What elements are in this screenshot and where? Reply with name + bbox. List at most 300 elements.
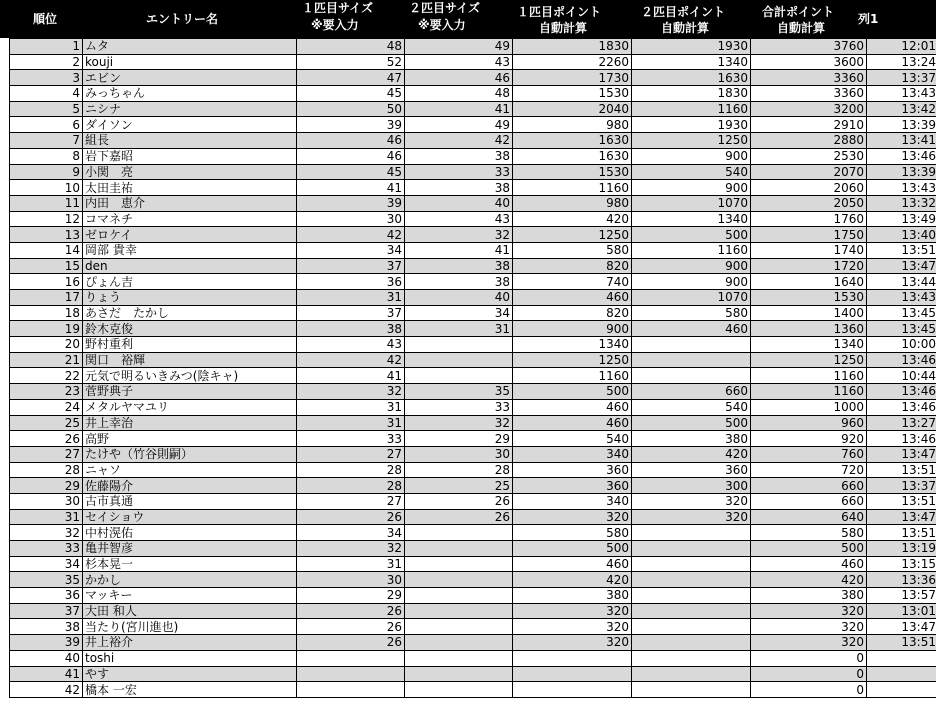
- cell-rank[interactable]: 5: [10, 101, 83, 117]
- cell-total[interactable]: 2530: [751, 148, 867, 164]
- cell-point1[interactable]: 1630: [513, 148, 632, 164]
- cell-total[interactable]: 2070: [751, 164, 867, 180]
- cell-rank[interactable]: 17: [10, 290, 83, 306]
- cell-point2[interactable]: 300: [632, 478, 751, 494]
- cell-point1[interactable]: 900: [513, 321, 632, 337]
- cell-size2[interactable]: [405, 635, 513, 651]
- cell-rank[interactable]: 40: [10, 650, 83, 666]
- cell-size2[interactable]: 25: [405, 478, 513, 494]
- cell-size2[interactable]: [405, 541, 513, 557]
- cell-total[interactable]: 720: [751, 462, 867, 478]
- cell-size1[interactable]: 37: [297, 258, 405, 274]
- cell-entry-name[interactable]: りょう: [83, 290, 297, 306]
- cell-size2[interactable]: 30: [405, 446, 513, 462]
- cell-point1[interactable]: 420: [513, 572, 632, 588]
- cell-point1[interactable]: [513, 666, 632, 682]
- cell-time[interactable]: 13:24: [867, 54, 936, 70]
- cell-size1[interactable]: 41: [297, 180, 405, 196]
- cell-entry-name[interactable]: ダイソン: [83, 117, 297, 133]
- cell-rank[interactable]: 4: [10, 86, 83, 102]
- cell-total[interactable]: 320: [751, 603, 867, 619]
- cell-entry-name[interactable]: 関口 裕輝: [83, 352, 297, 368]
- cell-time[interactable]: 13:51: [867, 525, 936, 541]
- cell-size1[interactable]: 31: [297, 399, 405, 415]
- cell-point2[interactable]: 1340: [632, 54, 751, 70]
- cell-time[interactable]: 13:37: [867, 70, 936, 86]
- cell-point1[interactable]: 1160: [513, 368, 632, 384]
- cell-point1[interactable]: 1160: [513, 180, 632, 196]
- cell-time[interactable]: 13:32: [867, 195, 936, 211]
- cell-point1[interactable]: 360: [513, 478, 632, 494]
- cell-size1[interactable]: 45: [297, 86, 405, 102]
- cell-rank[interactable]: 27: [10, 446, 83, 462]
- cell-size2[interactable]: [405, 556, 513, 572]
- cell-point2[interactable]: 580: [632, 305, 751, 321]
- cell-size1[interactable]: 43: [297, 337, 405, 353]
- cell-rank[interactable]: 23: [10, 384, 83, 400]
- cell-size1[interactable]: [297, 666, 405, 682]
- cell-time[interactable]: 13:41: [867, 133, 936, 149]
- cell-time[interactable]: 13:43: [867, 180, 936, 196]
- cell-entry-name[interactable]: あさだ たかし: [83, 305, 297, 321]
- cell-entry-name[interactable]: toshi: [83, 650, 297, 666]
- cell-entry-name[interactable]: ぴょん吉: [83, 274, 297, 290]
- cell-point1[interactable]: 320: [513, 509, 632, 525]
- cell-size1[interactable]: 27: [297, 446, 405, 462]
- cell-point1[interactable]: 1530: [513, 164, 632, 180]
- cell-point1[interactable]: 460: [513, 399, 632, 415]
- cell-total[interactable]: 1740: [751, 242, 867, 258]
- cell-entry-name[interactable]: エビン: [83, 70, 297, 86]
- cell-time[interactable]: 13:49: [867, 211, 936, 227]
- cell-size2[interactable]: [405, 368, 513, 384]
- cell-point2[interactable]: 360: [632, 462, 751, 478]
- cell-size1[interactable]: 26: [297, 603, 405, 619]
- cell-entry-name[interactable]: やす: [83, 666, 297, 682]
- header-point1[interactable]: １匹目ポイント: [517, 5, 602, 19]
- cell-entry-name[interactable]: 内田 恵介: [83, 195, 297, 211]
- cell-time[interactable]: 13:47: [867, 258, 936, 274]
- cell-size2[interactable]: 49: [405, 39, 513, 55]
- cell-point2[interactable]: 1930: [632, 39, 751, 55]
- cell-time[interactable]: 13:51: [867, 242, 936, 258]
- cell-size1[interactable]: 42: [297, 352, 405, 368]
- cell-time[interactable]: 13:27: [867, 415, 936, 431]
- cell-total[interactable]: 0: [751, 682, 867, 698]
- cell-total[interactable]: 1160: [751, 368, 867, 384]
- cell-entry-name[interactable]: 亀井智彦: [83, 541, 297, 557]
- cell-time[interactable]: 12:01: [867, 39, 936, 55]
- cell-size2[interactable]: 32: [405, 227, 513, 243]
- cell-point2[interactable]: 660: [632, 384, 751, 400]
- cell-point2[interactable]: 1630: [632, 70, 751, 86]
- cell-entry-name[interactable]: 杉本晃一: [83, 556, 297, 572]
- cell-size1[interactable]: 52: [297, 54, 405, 70]
- cell-time[interactable]: 13:46: [867, 384, 936, 400]
- cell-size2[interactable]: [405, 619, 513, 635]
- cell-total[interactable]: 640: [751, 509, 867, 525]
- cell-size1[interactable]: 46: [297, 148, 405, 164]
- cell-point1[interactable]: 1830: [513, 39, 632, 55]
- cell-time[interactable]: 13:47: [867, 619, 936, 635]
- cell-point2[interactable]: 500: [632, 227, 751, 243]
- cell-entry-name[interactable]: ムタ: [83, 39, 297, 55]
- cell-point1[interactable]: 360: [513, 462, 632, 478]
- cell-point2[interactable]: 1070: [632, 290, 751, 306]
- header-total[interactable]: 合計ポイント: [762, 5, 835, 19]
- cell-size2[interactable]: 33: [405, 164, 513, 180]
- cell-size2[interactable]: [405, 525, 513, 541]
- cell-point2[interactable]: 460: [632, 321, 751, 337]
- cell-point2[interactable]: 900: [632, 180, 751, 196]
- cell-entry-name[interactable]: 菅野典子: [83, 384, 297, 400]
- cell-point1[interactable]: 340: [513, 493, 632, 509]
- cell-time[interactable]: 13:46: [867, 431, 936, 447]
- header-point2[interactable]: ２匹目ポイント: [641, 5, 726, 19]
- cell-rank[interactable]: 22: [10, 368, 83, 384]
- cell-time[interactable]: 13:39: [867, 164, 936, 180]
- cell-point1[interactable]: 460: [513, 290, 632, 306]
- cell-point1[interactable]: 1250: [513, 227, 632, 243]
- cell-size2[interactable]: [405, 588, 513, 604]
- cell-total[interactable]: 960: [751, 415, 867, 431]
- cell-entry-name[interactable]: かかし: [83, 572, 297, 588]
- cell-point2[interactable]: [632, 603, 751, 619]
- cell-total[interactable]: 660: [751, 478, 867, 494]
- cell-point2[interactable]: [632, 337, 751, 353]
- cell-entry-name[interactable]: 岩下嘉昭: [83, 148, 297, 164]
- cell-point2[interactable]: [632, 541, 751, 557]
- cell-point2[interactable]: 320: [632, 493, 751, 509]
- cell-total[interactable]: 1760: [751, 211, 867, 227]
- cell-size1[interactable]: 37: [297, 305, 405, 321]
- cell-point2[interactable]: [632, 682, 751, 698]
- header-col1[interactable]: 列1: [858, 12, 879, 26]
- cell-point1[interactable]: 580: [513, 525, 632, 541]
- cell-point1[interactable]: 820: [513, 305, 632, 321]
- cell-total[interactable]: 760: [751, 446, 867, 462]
- cell-point2[interactable]: 420: [632, 446, 751, 462]
- cell-total[interactable]: 3600: [751, 54, 867, 70]
- cell-point2[interactable]: 500: [632, 415, 751, 431]
- cell-point2[interactable]: [632, 588, 751, 604]
- cell-entry-name[interactable]: みっちゃん: [83, 86, 297, 102]
- cell-entry-name[interactable]: kouji: [83, 54, 297, 70]
- cell-point2[interactable]: 1250: [632, 133, 751, 149]
- cell-time[interactable]: 13:44: [867, 274, 936, 290]
- header-size1[interactable]: １匹目サイズ: [302, 1, 374, 15]
- cell-entry-name[interactable]: たけや（竹谷則嗣）: [83, 446, 297, 462]
- cell-total[interactable]: 500: [751, 541, 867, 557]
- cell-rank[interactable]: 11: [10, 195, 83, 211]
- cell-size1[interactable]: 39: [297, 117, 405, 133]
- cell-point2[interactable]: 1930: [632, 117, 751, 133]
- cell-point1[interactable]: 1630: [513, 133, 632, 149]
- cell-time[interactable]: 13:57: [867, 588, 936, 604]
- cell-total[interactable]: 2880: [751, 133, 867, 149]
- cell-point2[interactable]: 1340: [632, 211, 751, 227]
- cell-size2[interactable]: [405, 603, 513, 619]
- cell-time[interactable]: 13:45: [867, 305, 936, 321]
- cell-size2[interactable]: 42: [405, 133, 513, 149]
- cell-total[interactable]: 1000: [751, 399, 867, 415]
- header-rank[interactable]: 順位: [33, 12, 58, 26]
- cell-size2[interactable]: [405, 650, 513, 666]
- cell-point1[interactable]: 1250: [513, 352, 632, 368]
- cell-entry-name[interactable]: マッキー: [83, 588, 297, 604]
- cell-size1[interactable]: 50: [297, 101, 405, 117]
- cell-rank[interactable]: 18: [10, 305, 83, 321]
- cell-rank[interactable]: 1: [10, 39, 83, 55]
- cell-rank[interactable]: 16: [10, 274, 83, 290]
- cell-size2[interactable]: 31: [405, 321, 513, 337]
- cell-point1[interactable]: 320: [513, 635, 632, 651]
- cell-point1[interactable]: 340: [513, 446, 632, 462]
- cell-time[interactable]: 13:51: [867, 493, 936, 509]
- cell-size2[interactable]: 40: [405, 290, 513, 306]
- cell-entry-name[interactable]: 太田圭祐: [83, 180, 297, 196]
- cell-point1[interactable]: 320: [513, 619, 632, 635]
- cell-size1[interactable]: 30: [297, 211, 405, 227]
- cell-rank[interactable]: 24: [10, 399, 83, 415]
- cell-total[interactable]: 1720: [751, 258, 867, 274]
- cell-time[interactable]: 13:47: [867, 446, 936, 462]
- cell-total[interactable]: 380: [751, 588, 867, 604]
- cell-total[interactable]: 320: [751, 635, 867, 651]
- cell-size2[interactable]: 28: [405, 462, 513, 478]
- cell-point1[interactable]: 1340: [513, 337, 632, 353]
- cell-time[interactable]: 13:46: [867, 148, 936, 164]
- cell-entry-name[interactable]: 橋本 一宏: [83, 682, 297, 698]
- cell-entry-name[interactable]: 小関 亮: [83, 164, 297, 180]
- cell-size2[interactable]: 34: [405, 305, 513, 321]
- cell-size1[interactable]: 31: [297, 290, 405, 306]
- cell-time[interactable]: 13:42: [867, 101, 936, 117]
- cell-size2[interactable]: 35: [405, 384, 513, 400]
- cell-size1[interactable]: 28: [297, 462, 405, 478]
- cell-time[interactable]: 13:43: [867, 86, 936, 102]
- cell-point2[interactable]: 1160: [632, 242, 751, 258]
- cell-point1[interactable]: 820: [513, 258, 632, 274]
- cell-size2[interactable]: 33: [405, 399, 513, 415]
- cell-point1[interactable]: 580: [513, 242, 632, 258]
- cell-entry-name[interactable]: 岡部 貴幸: [83, 242, 297, 258]
- cell-point2[interactable]: 1160: [632, 101, 751, 117]
- cell-rank[interactable]: 28: [10, 462, 83, 478]
- cell-total[interactable]: 1360: [751, 321, 867, 337]
- cell-time[interactable]: 10:44: [867, 368, 936, 384]
- cell-point1[interactable]: 320: [513, 603, 632, 619]
- cell-point1[interactable]: 460: [513, 556, 632, 572]
- cell-rank[interactable]: 32: [10, 525, 83, 541]
- cell-entry-name[interactable]: 元気で明るいきみつ(陰キャ): [83, 368, 297, 384]
- cell-total[interactable]: 320: [751, 619, 867, 635]
- cell-point1[interactable]: 2040: [513, 101, 632, 117]
- cell-size1[interactable]: 32: [297, 384, 405, 400]
- cell-point2[interactable]: [632, 572, 751, 588]
- cell-rank[interactable]: 19: [10, 321, 83, 337]
- cell-rank[interactable]: 35: [10, 572, 83, 588]
- cell-point2[interactable]: 540: [632, 399, 751, 415]
- cell-total[interactable]: 3360: [751, 70, 867, 86]
- cell-rank[interactable]: 25: [10, 415, 83, 431]
- cell-size2[interactable]: 43: [405, 54, 513, 70]
- cell-rank[interactable]: 37: [10, 603, 83, 619]
- cell-total[interactable]: 3200: [751, 101, 867, 117]
- cell-time[interactable]: 13:39: [867, 117, 936, 133]
- cell-point2[interactable]: [632, 525, 751, 541]
- cell-total[interactable]: 1340: [751, 337, 867, 353]
- cell-size2[interactable]: 38: [405, 148, 513, 164]
- cell-time[interactable]: 13:47: [867, 509, 936, 525]
- cell-time[interactable]: 13:51: [867, 462, 936, 478]
- cell-rank[interactable]: 9: [10, 164, 83, 180]
- cell-rank[interactable]: 14: [10, 242, 83, 258]
- cell-entry-name[interactable]: 当たり(宮川進也): [83, 619, 297, 635]
- cell-size2[interactable]: [405, 682, 513, 698]
- cell-point1[interactable]: 500: [513, 384, 632, 400]
- cell-total[interactable]: 660: [751, 493, 867, 509]
- cell-entry-name[interactable]: 野村重利: [83, 337, 297, 353]
- cell-size1[interactable]: 39: [297, 195, 405, 211]
- cell-rank[interactable]: 42: [10, 682, 83, 698]
- cell-point1[interactable]: [513, 682, 632, 698]
- cell-entry-name[interactable]: 佐藤陽介: [83, 478, 297, 494]
- cell-rank[interactable]: 38: [10, 619, 83, 635]
- cell-point2[interactable]: [632, 619, 751, 635]
- cell-point1[interactable]: 420: [513, 211, 632, 227]
- cell-total[interactable]: 920: [751, 431, 867, 447]
- cell-point1[interactable]: 380: [513, 588, 632, 604]
- cell-entry-name[interactable]: 鈴木克俊: [83, 321, 297, 337]
- cell-size1[interactable]: 34: [297, 525, 405, 541]
- cell-total[interactable]: 1250: [751, 352, 867, 368]
- cell-total[interactable]: 2060: [751, 180, 867, 196]
- cell-rank[interactable]: 31: [10, 509, 83, 525]
- cell-entry-name[interactable]: 井上幸治: [83, 415, 297, 431]
- cell-point1[interactable]: 540: [513, 431, 632, 447]
- cell-total[interactable]: 1530: [751, 290, 867, 306]
- cell-point1[interactable]: 740: [513, 274, 632, 290]
- cell-point2[interactable]: [632, 650, 751, 666]
- cell-total[interactable]: 1640: [751, 274, 867, 290]
- cell-rank[interactable]: 15: [10, 258, 83, 274]
- cell-point2[interactable]: 1070: [632, 195, 751, 211]
- cell-rank[interactable]: 41: [10, 666, 83, 682]
- cell-size1[interactable]: [297, 682, 405, 698]
- cell-time[interactable]: 13:45: [867, 321, 936, 337]
- cell-size1[interactable]: 45: [297, 164, 405, 180]
- cell-total[interactable]: 420: [751, 572, 867, 588]
- cell-total[interactable]: 1160: [751, 384, 867, 400]
- cell-point1[interactable]: 980: [513, 117, 632, 133]
- cell-point2[interactable]: [632, 368, 751, 384]
- cell-size1[interactable]: 38: [297, 321, 405, 337]
- cell-entry-name[interactable]: 組長: [83, 133, 297, 149]
- cell-point2[interactable]: [632, 635, 751, 651]
- cell-time[interactable]: 13:40: [867, 227, 936, 243]
- cell-total[interactable]: 3360: [751, 86, 867, 102]
- cell-time[interactable]: 13:37: [867, 478, 936, 494]
- cell-point2[interactable]: 900: [632, 274, 751, 290]
- cell-total[interactable]: 460: [751, 556, 867, 572]
- cell-size2[interactable]: 38: [405, 274, 513, 290]
- cell-total[interactable]: 1750: [751, 227, 867, 243]
- cell-rank[interactable]: 3: [10, 70, 83, 86]
- cell-rank[interactable]: 10: [10, 180, 83, 196]
- cell-size1[interactable]: 42: [297, 227, 405, 243]
- cell-size1[interactable]: [297, 650, 405, 666]
- cell-entry-name[interactable]: コマネチ: [83, 211, 297, 227]
- cell-point1[interactable]: 1730: [513, 70, 632, 86]
- cell-size1[interactable]: 26: [297, 509, 405, 525]
- cell-time[interactable]: 13:46: [867, 399, 936, 415]
- cell-point2[interactable]: 320: [632, 509, 751, 525]
- cell-size1[interactable]: 26: [297, 635, 405, 651]
- cell-total[interactable]: 1400: [751, 305, 867, 321]
- cell-point2[interactable]: [632, 352, 751, 368]
- cell-total[interactable]: 2050: [751, 195, 867, 211]
- cell-entry-name[interactable]: ニャソ: [83, 462, 297, 478]
- cell-size2[interactable]: 41: [405, 242, 513, 258]
- cell-point2[interactable]: 900: [632, 148, 751, 164]
- cell-size1[interactable]: 46: [297, 133, 405, 149]
- cell-size1[interactable]: 27: [297, 493, 405, 509]
- cell-point2[interactable]: [632, 666, 751, 682]
- cell-point2[interactable]: 1830: [632, 86, 751, 102]
- cell-size1[interactable]: 47: [297, 70, 405, 86]
- cell-rank[interactable]: 36: [10, 588, 83, 604]
- cell-time[interactable]: 13:01: [867, 603, 936, 619]
- cell-point1[interactable]: 1530: [513, 86, 632, 102]
- cell-rank[interactable]: 12: [10, 211, 83, 227]
- cell-total[interactable]: 580: [751, 525, 867, 541]
- cell-time[interactable]: [867, 650, 936, 666]
- cell-entry-name[interactable]: セイショウ: [83, 509, 297, 525]
- cell-time[interactable]: 13:51: [867, 635, 936, 651]
- cell-rank[interactable]: 26: [10, 431, 83, 447]
- header-size2[interactable]: ２匹目サイズ: [409, 1, 481, 15]
- cell-point2[interactable]: [632, 556, 751, 572]
- cell-rank[interactable]: 8: [10, 148, 83, 164]
- cell-time[interactable]: 13:19: [867, 541, 936, 557]
- cell-time[interactable]: [867, 682, 936, 698]
- cell-size2[interactable]: [405, 572, 513, 588]
- cell-size2[interactable]: 38: [405, 180, 513, 196]
- cell-rank[interactable]: 21: [10, 352, 83, 368]
- cell-rank[interactable]: 34: [10, 556, 83, 572]
- cell-rank[interactable]: 29: [10, 478, 83, 494]
- cell-rank[interactable]: 7: [10, 133, 83, 149]
- cell-time[interactable]: 13:43: [867, 290, 936, 306]
- cell-entry-name[interactable]: 高野: [83, 431, 297, 447]
- cell-time[interactable]: 10:00: [867, 337, 936, 353]
- cell-size1[interactable]: 48: [297, 39, 405, 55]
- cell-rank[interactable]: 39: [10, 635, 83, 651]
- cell-size2[interactable]: 26: [405, 493, 513, 509]
- cell-size1[interactable]: 32: [297, 541, 405, 557]
- cell-rank[interactable]: 6: [10, 117, 83, 133]
- cell-entry-name[interactable]: den: [83, 258, 297, 274]
- cell-time[interactable]: 13:36: [867, 572, 936, 588]
- header-entry-name[interactable]: エントリー名: [146, 12, 219, 26]
- cell-size2[interactable]: 48: [405, 86, 513, 102]
- cell-point1[interactable]: 500: [513, 541, 632, 557]
- cell-size1[interactable]: 30: [297, 572, 405, 588]
- cell-total[interactable]: 0: [751, 666, 867, 682]
- cell-point1[interactable]: [513, 650, 632, 666]
- cell-size2[interactable]: 38: [405, 258, 513, 274]
